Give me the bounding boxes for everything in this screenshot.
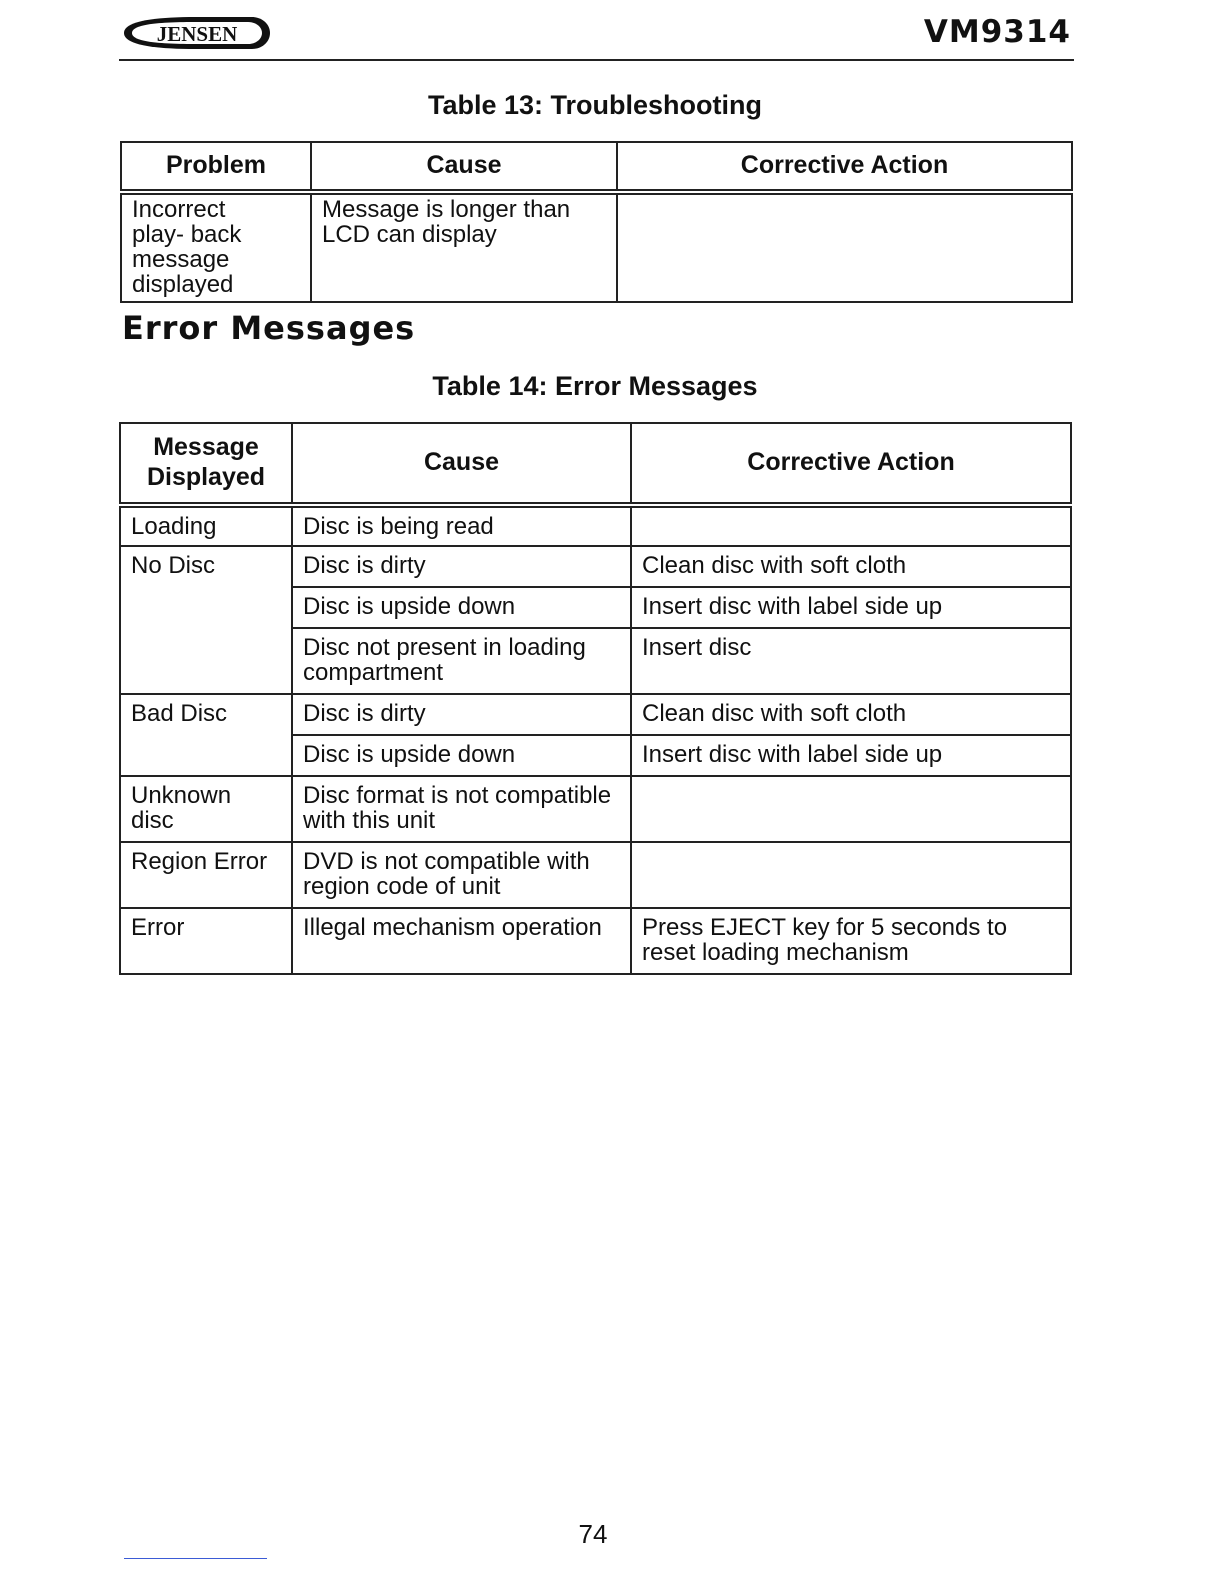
action-cell: Clean disc with soft cloth — [631, 694, 1071, 735]
cause-cell: Disc is dirty — [292, 546, 631, 587]
problem-cell — [121, 192, 311, 302]
cause-text: Disc not present in loading compartment — [303, 634, 586, 686]
header-corrective-action: Corrective Action — [631, 423, 1071, 505]
cause-cell: Disc is upside down — [292, 735, 631, 776]
cause-cell: Illegal mechanism operation — [292, 908, 631, 974]
section-title: Error Messages — [122, 309, 416, 347]
action-cell: Clean disc with soft cloth — [631, 546, 1071, 587]
cause-text: DVD is not compatible with region code of unit — [303, 848, 590, 900]
table-row — [120, 546, 1071, 587]
table-row — [120, 842, 1071, 908]
cause-cell — [292, 628, 631, 694]
page-number: 74 — [578, 1519, 608, 1549]
message-cell: Error — [120, 908, 292, 974]
action-cell — [631, 505, 1071, 546]
table-header-row — [120, 423, 1071, 505]
troubleshooting-table — [120, 141, 1073, 303]
message-cell: Loading — [120, 505, 292, 546]
cause-cell: Disc is dirty — [292, 694, 631, 735]
action-cell — [631, 842, 1071, 908]
table-row — [120, 908, 1071, 974]
table-row — [120, 776, 1071, 842]
model-number: VM9314 — [923, 14, 1071, 50]
table-header-row — [121, 142, 1072, 192]
action-cell — [631, 776, 1071, 842]
message-text: Unknown disc — [131, 782, 232, 834]
problem-text: Incorrect play- back message displayed — [132, 196, 242, 298]
header-cause: Cause — [292, 423, 631, 505]
error-messages-table — [119, 422, 1072, 975]
action-text: Press EJECT key for 5 seconds to reset loading mechanism — [642, 914, 1008, 966]
table-row — [120, 505, 1071, 546]
header-rule — [119, 59, 1074, 61]
cause-cell — [292, 842, 631, 908]
cause-text: Disc format is not compatible with this unit — [303, 782, 612, 834]
table-row — [121, 192, 1072, 302]
action-cell: Insert disc with label side up — [631, 735, 1071, 776]
message-cell: Bad Disc — [120, 694, 292, 776]
cause-cell: Disc is upside down — [292, 587, 631, 628]
header-corrective-action: Corrective Action — [617, 142, 1072, 192]
jensen-logo — [120, 14, 272, 52]
action-cell: Insert disc — [631, 628, 1071, 694]
message-cell: No Disc — [120, 546, 292, 694]
message-cell: Region Error — [120, 842, 292, 908]
action-cell — [617, 192, 1072, 302]
footer-rule — [124, 1558, 267, 1559]
header-message-displayed — [120, 423, 292, 505]
logo-text: JENSEN — [156, 22, 238, 46]
header-problem: Problem — [121, 142, 311, 192]
cause-cell: Disc is being read — [292, 505, 631, 546]
message-cell — [120, 776, 292, 842]
table-row — [120, 694, 1071, 735]
table13-caption: Table 13: Troubleshooting — [427, 90, 763, 120]
cause-cell — [292, 776, 631, 842]
header-cause: Cause — [311, 142, 617, 192]
cause-text: Message is longer than LCD can display — [322, 196, 571, 248]
action-cell — [631, 908, 1071, 974]
table14-caption: Table 14: Error Messages — [432, 371, 758, 401]
header-message-text: Message Displayed — [146, 433, 266, 491]
cause-cell — [311, 192, 617, 302]
action-cell: Insert disc with label side up — [631, 587, 1071, 628]
